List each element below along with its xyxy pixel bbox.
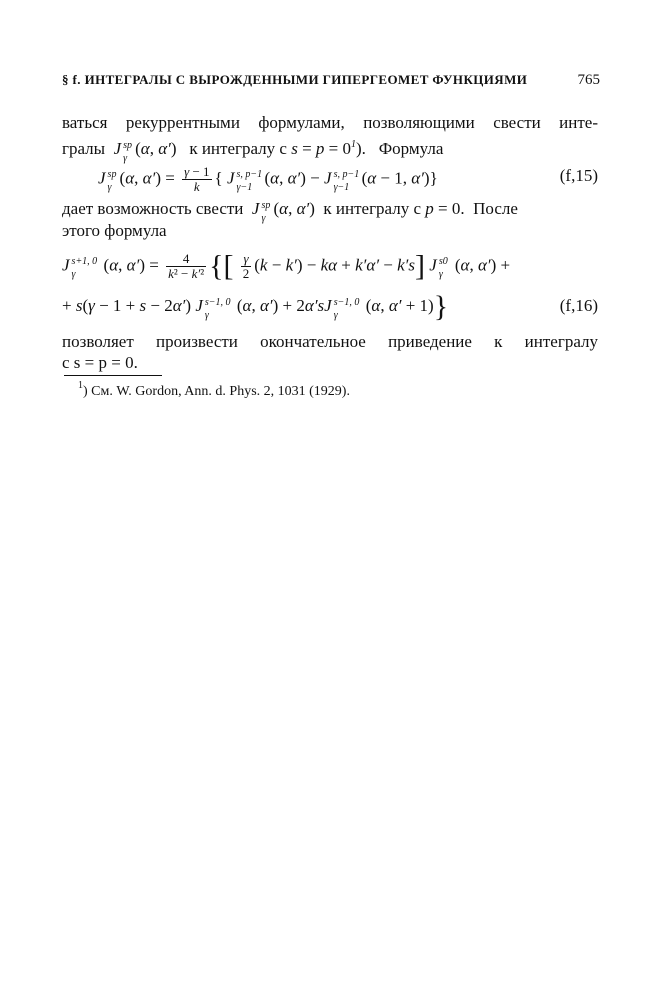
running-title: § f. ИНТЕГРАЛЫ С ВЫРОЖДЕННЫМИ ГИПЕРГЕОМЕТ ФУНКЦИЯМИ	[62, 72, 528, 87]
equation-label-f15: (f,15)	[559, 166, 598, 185]
text-line-2: гралы J sp γ (α, α′) к интегралу с $s = p = 0^1$). Формула	[62, 139, 444, 164]
text-fragment: гралы	[62, 139, 106, 158]
equation-f15: J sp γ (α, α′) = $\frac{\gamma - 1}{k}$ { J s, p−1 γ−1 (α, α′) − J s, p−1 γ−1 (α − 1, α′)} (f,15)	[98, 164, 598, 194]
footnote-rule	[64, 375, 162, 376]
text-fragment: После	[473, 199, 518, 218]
equation-f16-line2: + s(γ − 1 + s − 2α′) J s−1, 0 γ (α, α′) + 2α′sJ s−1, 0 γ (α, α′ + 1)} (f,16)	[62, 290, 598, 323]
text-fragment: дает возможность свести	[62, 199, 244, 218]
footnote: $^1$) См. W. Gordon, Ann. d. Phys. 2, 1031 (1929).	[78, 380, 350, 399]
equation-label-f16: (f,16)	[559, 296, 598, 315]
text-line-4: дает возможность свести J sp γ (α, α′) к интегралу с p = 0. После	[62, 199, 518, 224]
text-line-9: с s = p = 0.	[62, 353, 138, 372]
text-line-5: этого формула	[62, 221, 167, 240]
page-number: 765	[577, 72, 600, 88]
text-fragment: Формула	[378, 139, 444, 158]
text-line-1: ваться рекуррентными формулами, позволяющими свести инте-	[62, 113, 598, 132]
footnote-text: См. W. Gordon, Ann. d. Phys. 2, 1031 (1929).	[91, 384, 350, 399]
running-header	[62, 72, 600, 88]
text-line-8: позволяет произвести окончательное приведение к интегралу	[62, 332, 598, 351]
text-fragment: к интегралу с	[323, 199, 422, 218]
text-fragment: к интегралу с	[189, 139, 287, 158]
equation-f16-line1: J s+1, 0 γ (α, α′) = $\frac{4}{\text{k² − k′²}}$ {[ $\frac{\gamma}{2}$ (k − k′) − kα + k′α′ − k′s] J s0 γ (α, α′) +	[62, 249, 511, 283]
